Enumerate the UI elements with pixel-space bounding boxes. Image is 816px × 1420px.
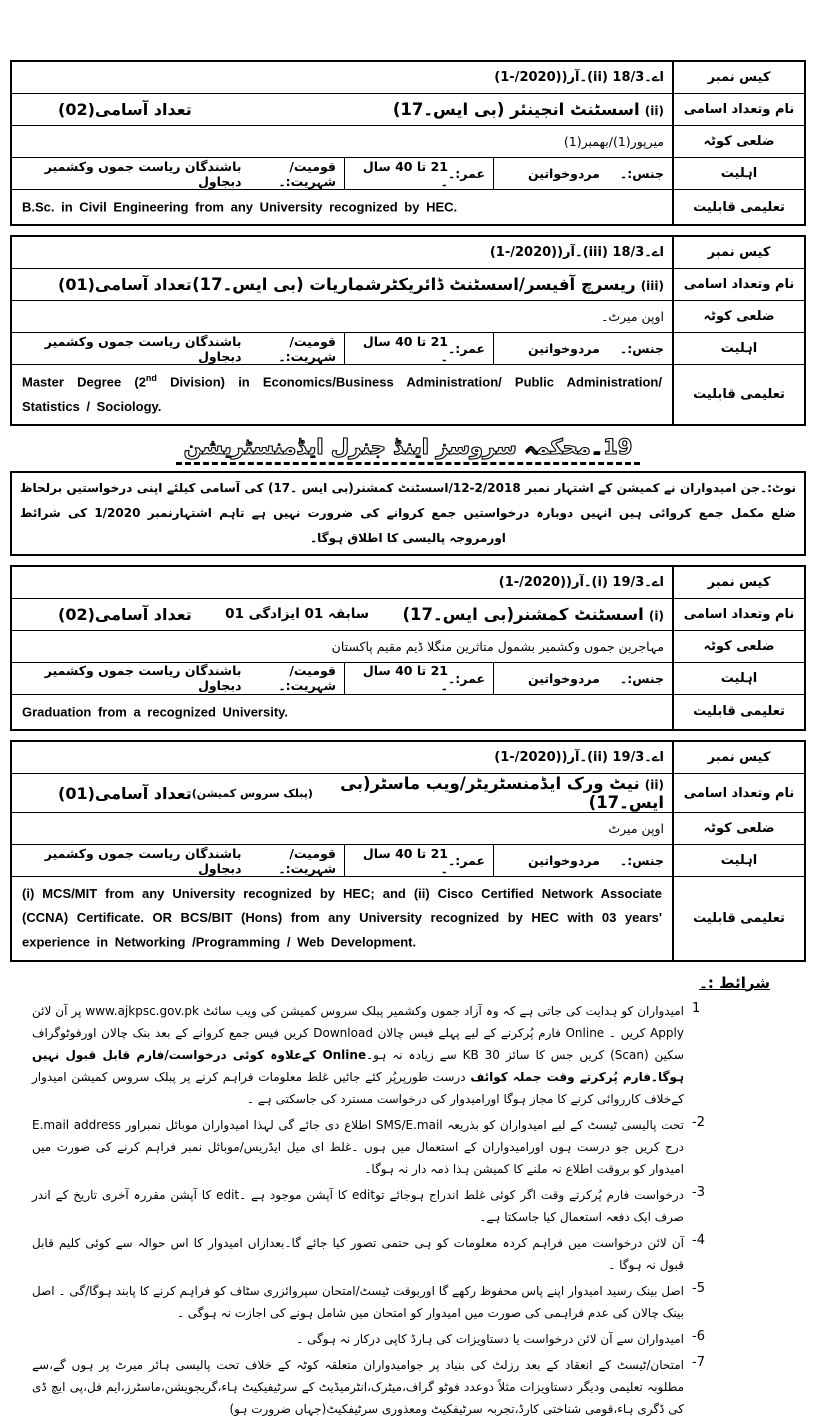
post-title: ریسرچ آفیسر/اسسٹنٹ ڈائریکٹرشماریات (بی ایس۔17)	[192, 275, 636, 295]
age-value: 21 تا 40 سال ۔	[362, 158, 448, 189]
post-table-2	[10, 235, 806, 425]
row-label-eligibility: اہلیت	[672, 333, 804, 364]
case-row	[12, 567, 804, 599]
row-label-eligibility: اہلیت	[672, 158, 804, 189]
term-text: آن لائن درخواست میں فراہم کردہ معلومات کو ہی حتمی تصور کیا جائے گا۔بعدازاں امیدوار کا اس حوالہ سے کوئی کلیم قابل قبول نہ ہوگا ۔	[32, 1235, 684, 1272]
eligibility-row	[12, 845, 804, 877]
term-text: اصل بینک رسید امیدوار اپنے پاس محفوظ رکھے گا اوربوقت ٹیسٹ/امتحان سپروائزری سٹاف کو فراہم کرنے کا پابند ہوگا/گی ۔ اصل بینک چالان کی عدم فراہمی کی صورت میں امیدوار کو امتحان میں شامل ہونے کی اجازت نہ ہوگی ۔	[32, 1283, 684, 1320]
nationality-label: قومیت/شہریت:۔	[278, 158, 336, 189]
district-quota: میرپور(1)/بھمبر(1)	[563, 134, 664, 149]
sex-value: مردوخواتین	[528, 853, 600, 869]
term-item	[32, 1232, 794, 1276]
case-number: اے۔18/3 (ii)۔آر((2020/-1)	[494, 70, 664, 85]
term-number: 1	[692, 1000, 701, 1016]
post-prefix: (ii)	[644, 104, 664, 118]
post-name	[402, 605, 664, 624]
row-label-qualification: تعلیمی قابلیت	[672, 877, 804, 959]
qualification-row	[12, 695, 804, 729]
sex-cell	[494, 663, 672, 694]
row-label-qualification: تعلیمی قابلیت	[672, 695, 804, 729]
row-label-post: نام وتعداد اسامی	[672, 774, 804, 812]
sex-cell	[494, 845, 672, 876]
post-prefix: (iii)	[640, 279, 664, 294]
case-row	[12, 62, 804, 94]
term-item	[32, 1114, 794, 1180]
sex-value: مردوخواتین	[528, 166, 600, 181]
qualification-row	[12, 190, 804, 224]
age-label: عمر:۔	[447, 341, 485, 357]
term-number: -3	[692, 1184, 705, 1200]
term-number: -5	[692, 1280, 705, 1296]
row-label-qualification: تعلیمی قابلیت	[672, 365, 804, 423]
qualification-row	[12, 365, 804, 423]
row-label-case: کیس نمبر	[672, 62, 804, 93]
row-label-post: نام وتعداد اسامی	[672, 94, 804, 125]
sex-label: جنس:۔	[619, 341, 664, 357]
post-row	[12, 599, 804, 631]
case-number: اے۔18/3 (iii)۔آر((2020/-1)	[489, 245, 664, 261]
eligibility-row	[12, 158, 804, 190]
term-text: امیدواران سے آن لائن درخواست یا دستاویزات کی ہارڈ کاپی درکار نہ ہوگی ۔	[296, 1331, 684, 1346]
term-number: -7	[692, 1354, 705, 1370]
row-label-eligibility: اہلیت	[672, 663, 804, 694]
age-label: عمر:۔	[447, 853, 485, 869]
post-extra: سابقہ 01 ایزادگی 01	[225, 606, 370, 623]
nationality-value: باشندگان ریاست جموں وکشمیر دبجاول	[44, 158, 242, 189]
nationality-value: باشندگان ریاست جموں وکشمیر دبجاول	[44, 663, 242, 694]
sex-label: جنس:۔	[619, 853, 664, 869]
post-title: اسسٹنٹ انجینئر (بی ایس۔17)	[392, 100, 640, 119]
case-row	[12, 742, 804, 774]
term-text: امتحان/ٹیسٹ کے انعقاد کے بعد رزلٹ کی بنیاد پر جوامیدواران متعلقہ کوٹہ کے خلاف تحت پالیسی ہائر میرٹ پر ہوں گے،سے مطلوبہ تعلیمی ودیگر دستاویزات مثلاً دوعدد فوٹو گراف،میٹرک،انٹرمیڈیٹ کے سرٹیفیکیٹ ہاء،گریجویشن،ماسٹرز،ایم فل،پی ایچ ڈی کی ڈگری ہاء،قومی شناختی کارڈ،تجربہ سرٹیفکیٹ ومعذوری سرٹیفکیٹ(جہاں ضرورت ہو)	[32, 1357, 684, 1416]
term-text: امیدواران کو ہدایت کی جاتی ہے کہ وہ آزاد جموں وکشمیر پبلک سروس کمیشن کی ویب سائٹ www.ajkpsc.gov.pk پر آن لائن Apply کریں ۔ Online فارم پُرکرنے کے لیے پہلے فیس چالان Download کریں فیس جمع کروانے کے بعد بنک چالان اورفوٹوگراف سکین (Scan) کریں جس کا سائز 30 KB سے زیادہ نہ ہو۔Online کےعلاوہ کوئی درخواست/فارم قابل قبول نہیں ہوگا۔فارم پُرکرتے وقت جملہ کوائف درست طورپرپُر کئے جائیں غلط معلومات فراہم کرنے پر پبلک سروس کمیشن امیدوار کےخلاف کارروائی کرنے کا مجاز ہوگا اورامیدوار کی درخواست مسترد کی جاسکتی ہے ۔	[32, 1003, 684, 1106]
row-label-quota: ضلعی کوٹہ	[672, 631, 804, 662]
row-label-quota: ضلعی کوٹہ	[672, 301, 804, 332]
row-label-case: کیس نمبر	[672, 237, 804, 268]
nationality-label: قومیت/شہریت:۔	[278, 333, 336, 364]
nationality-value: باشندگان ریاست جموں وکشمیر دبجاول	[44, 333, 242, 364]
row-label-post: نام وتعداد اسامی	[672, 599, 804, 630]
post-count: تعداد آسامی(02)	[58, 100, 192, 119]
post-prefix: (i)	[648, 608, 664, 623]
department-heading: 19۔محکمہ سروسز اینڈ جنرل ایڈمنسٹریشن	[176, 435, 641, 465]
district-quota: مہاجرین جموں وکشمیر بشمول متاثرین منگلا ڈیم مقیم پاکستان	[331, 638, 664, 654]
post-count: تعداد آسامی(02)	[58, 604, 192, 624]
quota-row	[12, 813, 804, 845]
case-number: اے۔19/3 (i)۔آر((2020/-1)	[498, 574, 664, 590]
district-quota: اوپن میرٹ	[608, 821, 664, 837]
row-label-case: کیس نمبر	[672, 742, 804, 773]
row-label-case: کیس نمبر	[672, 567, 804, 598]
department-heading-wrap	[10, 435, 806, 465]
age-value: 21 تا 40 سال ۔	[362, 845, 448, 876]
post-table-1	[10, 60, 806, 226]
eligibility-row	[12, 663, 804, 695]
term-number: -6	[692, 1328, 705, 1344]
qualification-text: Graduation from a recognized University.	[22, 704, 289, 720]
row-label-quota: ضلعی کوٹہ	[672, 126, 804, 157]
sex-value: مردوخواتین	[528, 670, 600, 686]
post-count: تعداد آسامی(01)	[58, 783, 192, 803]
age-value: 21 تا 40 سال ۔	[362, 663, 448, 694]
term-item	[32, 1354, 794, 1420]
term-text: تحت پالیسی ٹیسٹ کے لیے امیدواران کو بذریعہ SMS/E.mail اطلاع دی جائے گی لہذا امیدواران موبائل نمبراور E.mail address درج کریں جو درست ہوں اورامیدواران کے استعمال میں ہوں ۔غلط ای میل ایڈریس/موبائل نمبر فراہم کرنے کی صورت میں امیدوار کو بروقت اطلاع نہ ملنے کا کمیشن ہذا ذمہ دار نہ ہوگا۔	[32, 1117, 685, 1176]
age-cell	[345, 663, 494, 694]
term-text: درخواست فارم پُرکرتے وقت اگر کوئی غلط اندراج ہوجائے توedit کا آپشن موجود ہے ۔edit کا آپشن مقررہ آخری تاریخ کے اندر صرف ایک دفعہ استعمال کیا جاسکتا ہے۔	[32, 1187, 685, 1224]
age-cell	[345, 333, 494, 364]
nationality-cell	[12, 845, 345, 876]
post-title: اسسٹنٹ کمشنر(بی ایس۔17)	[402, 604, 644, 624]
nationality-cell	[12, 333, 345, 364]
nationality-label: قومیت/شہریت:۔	[278, 845, 336, 876]
nationality-value: باشندگان ریاست جموں وکشمیر دبجاول	[44, 845, 242, 876]
post-row	[12, 94, 804, 126]
term-item	[32, 1184, 794, 1228]
term-number: -4	[692, 1232, 705, 1248]
sex-value: مردوخواتین	[528, 341, 600, 357]
row-label-post: نام وتعداد اسامی	[672, 269, 804, 300]
post-extra: (پبلک سروس کمیشن)	[191, 786, 313, 800]
post-row	[12, 774, 804, 813]
term-number: -2	[692, 1114, 705, 1130]
terms-heading: شرائط :۔	[699, 973, 770, 992]
sex-label: جنس:۔	[619, 166, 664, 181]
post-name	[313, 774, 664, 812]
post-count: تعداد آسامی(01)	[58, 275, 192, 295]
age-value: 21 تا 40 سال ۔	[362, 333, 448, 364]
post-table-4	[10, 740, 806, 961]
quota-row	[12, 631, 804, 663]
qualification-text: (i) MCS/MIT from any University recognized by HEC; and (ii) Cisco Certified Network Associate (CCNA) Certificate. OR BCS/BIT (Hons) from any University recognized by HEC with 03 years' experience in Networking /Programming / Web Development.	[22, 886, 662, 950]
post-name	[393, 100, 664, 119]
post-row	[12, 269, 804, 301]
case-number: اے۔19/3 (ii)۔آر((2020/-1)	[494, 750, 664, 766]
quota-row	[12, 301, 804, 333]
qualification-row	[12, 877, 804, 959]
nationality-cell	[12, 158, 345, 189]
age-cell	[345, 845, 494, 876]
note-box: نوٹ:۔جن امیدواران نے کمیشن کے اشتہار نمبر 2/2018-12/اسسٹنٹ کمشنر(بی ایس ۔17) کی آسامی کیلئے اپنی درخواستیں برلحاظ ضلع مکمل جمع کروائی ہیں انہیں دوبارہ درخواستیں جمع کروانے کی ضرورت نہیں ہے تاہم اشتہارنمبر 1/2020 کی شرائط اورمروجہ پالیسی کا اطلاق ہوگا۔	[10, 471, 806, 556]
post-table-3	[10, 565, 806, 731]
qualification-text: Master Degree (2nd Division) in Economics/Business Administration/ Public Administration/ Statistics / Sociology.	[22, 373, 662, 414]
term-item	[32, 1000, 794, 1110]
row-label-qualification: تعلیمی قابلیت	[672, 190, 804, 224]
nationality-label: قومیت/شہریت:۔	[278, 663, 336, 694]
age-label: عمر:۔	[447, 166, 485, 181]
row-label-quota: ضلعی کوٹہ	[672, 813, 804, 844]
sex-cell	[494, 333, 672, 364]
case-row	[12, 237, 804, 269]
terms-section	[32, 974, 794, 1420]
sex-label: جنس:۔	[619, 670, 664, 686]
term-item	[32, 1280, 794, 1324]
qualification-text: B.Sc. in Civil Engineering from any University recognized by HEC.	[22, 199, 458, 215]
age-label: عمر:۔	[447, 670, 485, 686]
post-name	[192, 275, 664, 294]
sex-cell	[494, 158, 672, 189]
nationality-cell	[12, 663, 345, 694]
eligibility-row	[12, 333, 804, 365]
district-quota: اوپن میرٹ۔	[601, 309, 664, 325]
term-item	[32, 1328, 794, 1350]
post-prefix: (ii)	[644, 778, 664, 793]
age-cell	[345, 158, 494, 189]
quota-row	[12, 126, 804, 158]
row-label-eligibility: اہلیت	[672, 845, 804, 876]
post-title: نیٹ ورک ایڈمنسٹریٹر/ویب ماسٹر(بی ایس۔17)	[340, 774, 664, 813]
